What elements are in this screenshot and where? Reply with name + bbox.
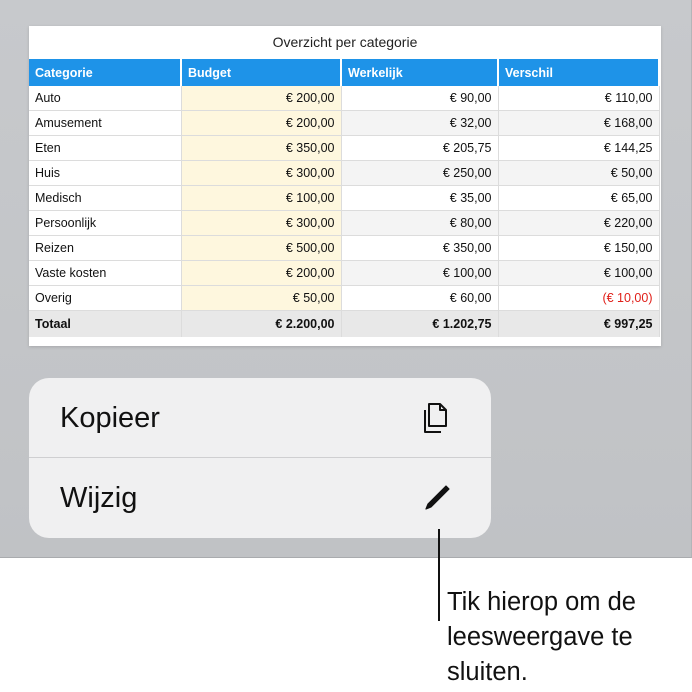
difference-cell: € 110,00 bbox=[498, 86, 659, 111]
category-cell: Eten bbox=[29, 136, 181, 161]
header-categorie: Categorie bbox=[29, 59, 181, 86]
actual-cell: € 205,75 bbox=[341, 136, 498, 161]
pencil-icon bbox=[417, 478, 457, 518]
actual-cell: € 60,00 bbox=[341, 286, 498, 311]
actual-cell: € 250,00 bbox=[341, 161, 498, 186]
difference-cell: € 150,00 bbox=[498, 236, 659, 261]
table-row bbox=[29, 261, 659, 286]
total-row bbox=[29, 311, 659, 338]
table-row bbox=[29, 161, 659, 186]
data-grid bbox=[29, 59, 660, 337]
budget-cell: € 500,00 bbox=[181, 236, 341, 261]
category-cell: Persoonlijk bbox=[29, 211, 181, 236]
table-row bbox=[29, 211, 659, 236]
header-werkelijk: Werkelijk bbox=[341, 59, 498, 86]
table-row bbox=[29, 286, 659, 311]
actual-cell: € 100,00 bbox=[341, 261, 498, 286]
table-row bbox=[29, 236, 659, 261]
category-cell: Amusement bbox=[29, 111, 181, 136]
table-row bbox=[29, 136, 659, 161]
copy-menu-item[interactable] bbox=[29, 378, 491, 458]
actual-cell: € 32,00 bbox=[341, 111, 498, 136]
callout-text: Tik hierop om de leesweergave te sluiten. bbox=[447, 588, 636, 686]
difference-cell-negative: (€ 10,00) bbox=[498, 286, 659, 311]
budget-cell: € 100,00 bbox=[181, 186, 341, 211]
actual-cell: € 90,00 bbox=[341, 86, 498, 111]
edit-menu-item[interactable] bbox=[29, 458, 491, 538]
total-budget: € 2.200,00 bbox=[181, 311, 341, 338]
callout-line bbox=[438, 529, 440, 621]
difference-cell: € 65,00 bbox=[498, 186, 659, 211]
table-row bbox=[29, 86, 659, 111]
copy-label: Kopieer bbox=[60, 402, 160, 434]
difference-cell: € 50,00 bbox=[498, 161, 659, 186]
table-row bbox=[29, 186, 659, 211]
budget-cell: € 50,00 bbox=[181, 286, 341, 311]
table-title: Overzicht per categorie bbox=[272, 34, 418, 50]
actual-cell: € 80,00 bbox=[341, 211, 498, 236]
category-cell: Auto bbox=[29, 86, 181, 111]
header-budget: Budget bbox=[181, 59, 341, 86]
actual-cell: € 35,00 bbox=[341, 186, 498, 211]
total-difference: € 997,25 bbox=[498, 311, 659, 338]
budget-cell: € 300,00 bbox=[181, 211, 341, 236]
total-label: Totaal bbox=[29, 311, 181, 338]
budget-cell: € 200,00 bbox=[181, 86, 341, 111]
difference-cell: € 144,25 bbox=[498, 136, 659, 161]
context-menu bbox=[29, 378, 491, 538]
category-cell: Vaste kosten bbox=[29, 261, 181, 286]
spreadsheet-table bbox=[29, 26, 661, 346]
category-cell: Overig bbox=[29, 286, 181, 311]
budget-cell: € 200,00 bbox=[181, 261, 341, 286]
budget-cell: € 350,00 bbox=[181, 136, 341, 161]
copy-icon bbox=[417, 398, 457, 438]
header-verschil: Verschil bbox=[498, 59, 659, 86]
table-row bbox=[29, 111, 659, 136]
category-cell: Medisch bbox=[29, 186, 181, 211]
difference-cell: € 220,00 bbox=[498, 211, 659, 236]
total-actual: € 1.202,75 bbox=[341, 311, 498, 338]
header-row bbox=[29, 59, 659, 86]
budget-cell: € 300,00 bbox=[181, 161, 341, 186]
category-cell: Reizen bbox=[29, 236, 181, 261]
budget-cell: € 200,00 bbox=[181, 111, 341, 136]
actual-cell: € 350,00 bbox=[341, 236, 498, 261]
difference-cell: € 168,00 bbox=[498, 111, 659, 136]
category-cell: Huis bbox=[29, 161, 181, 186]
difference-cell: € 100,00 bbox=[498, 261, 659, 286]
edit-label: Wijzig bbox=[60, 482, 138, 514]
